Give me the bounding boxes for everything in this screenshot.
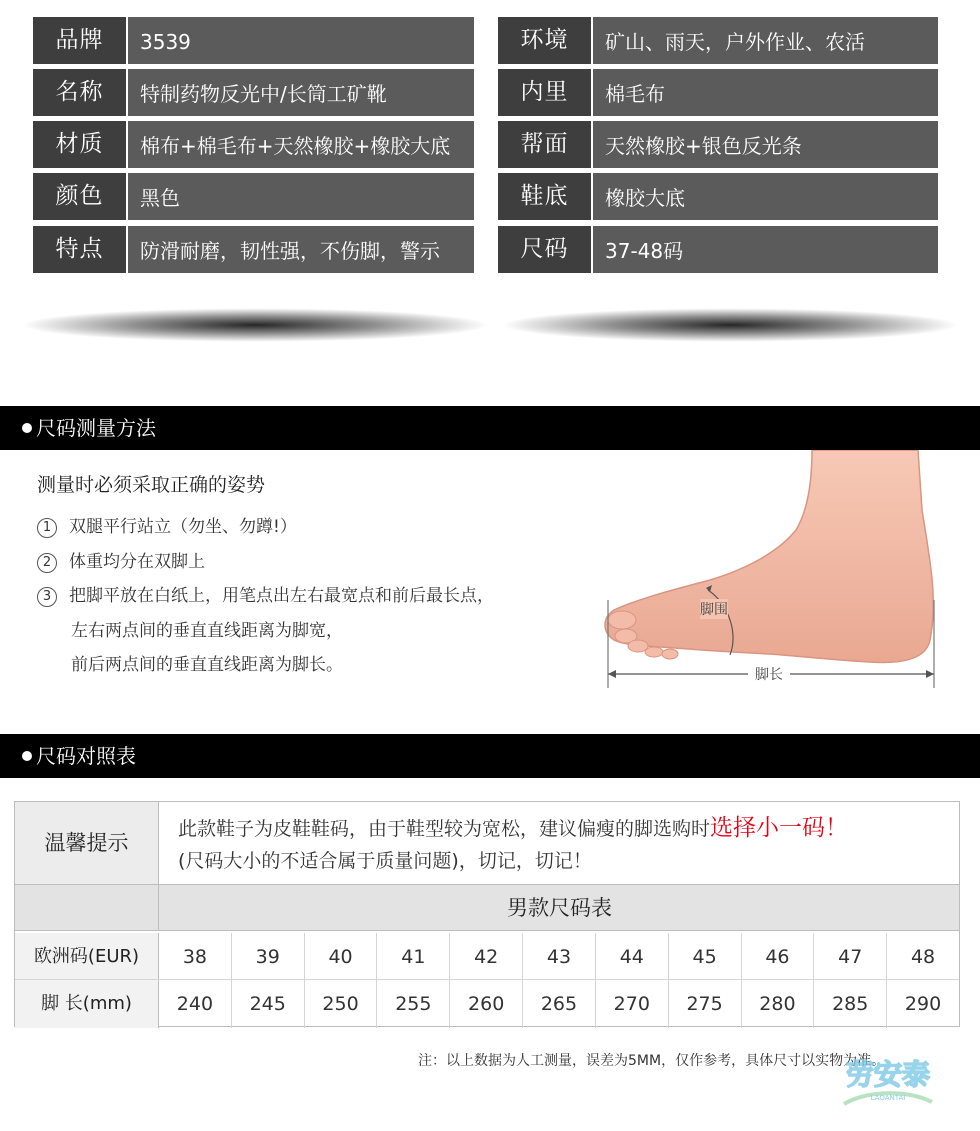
- bullet-icon: [22, 751, 32, 761]
- spec-key: 名称: [33, 69, 126, 116]
- spec-value: 37-48码: [593, 226, 938, 273]
- table-header: [15, 884, 959, 931]
- spec-row-feature: [33, 226, 474, 273]
- tip-line: (尺码大小的不适合属于质量问题)，切记，切记！: [178, 850, 592, 872]
- step-number-icon: 3: [37, 587, 57, 607]
- section-bar-size-chart: [0, 734, 980, 778]
- step-number-icon: 1: [37, 518, 57, 538]
- table-cell: 48: [910, 946, 936, 968]
- foot-illustration: [600, 450, 945, 700]
- table-cell: 45: [669, 933, 742, 981]
- measure-title: 测量时必须采取正确的姿势: [37, 474, 266, 496]
- table-cell: 280: [742, 980, 815, 1028]
- section-title: 尺码测量方法: [36, 416, 156, 440]
- table-cell: 260: [450, 980, 523, 1028]
- tip-line: 此款鞋子为皮鞋鞋码，由于鞋型较为宽松，建议偏瘦的脚选购时: [178, 818, 711, 840]
- decorative-shadow-right: [500, 308, 960, 342]
- spec-key: 帮面: [498, 121, 591, 168]
- spec-value: 天然橡胶+银色反光条: [593, 121, 938, 168]
- tip-text: [178, 812, 848, 877]
- step-text: 把脚平放在白纸上，用笔点出左右最宽点和前后最长点，: [69, 586, 494, 606]
- measure-step: [37, 547, 205, 573]
- table-title: 男款尺码表: [507, 896, 612, 920]
- step-text: 双腿平行站立（勿坐、勿蹲!）: [69, 517, 297, 537]
- svg-text:LAOANTAI: LAOANTAI: [870, 1094, 906, 1102]
- table-row-eur: [15, 933, 959, 981]
- measure-line: 左右两点间的垂直直线距离为脚宽，: [71, 621, 343, 641]
- measure-line: 前后两点间的垂直直线距离为脚长。: [71, 655, 343, 675]
- table-cell: 265: [523, 980, 596, 1028]
- size-table: [14, 801, 960, 1027]
- table-cell: 290: [904, 993, 942, 1015]
- table-cell: 42: [450, 933, 523, 981]
- spec-row-name: [33, 69, 474, 116]
- table-cell: 44: [596, 933, 669, 981]
- spec-row-upper: [498, 121, 938, 168]
- disclaimer-note: 注：以上数据为人工测量，误差为5MM，仅作参考，具体尺寸以实物为准。: [418, 1053, 886, 1069]
- table-row-length: [15, 979, 959, 1027]
- spec-key: 内里: [498, 69, 591, 116]
- table-cell: 39: [232, 933, 305, 981]
- table-cell: 245: [232, 980, 305, 1028]
- row-label: 欧洲码(EUR): [15, 933, 159, 981]
- foot-length-label: 脚长: [755, 667, 783, 683]
- table-cell: 250: [305, 980, 378, 1028]
- table-cell: 40: [305, 933, 378, 981]
- table-cell: 275: [669, 980, 742, 1028]
- tip-highlight: 选择小一码！: [710, 815, 849, 841]
- tip-label: 温馨提示: [15, 802, 159, 884]
- spec-key: 环境: [498, 17, 591, 64]
- spec-key: 特点: [33, 226, 126, 273]
- measure-step: [37, 512, 297, 538]
- spec-key: 材质: [33, 121, 126, 168]
- table-cell: 38: [159, 933, 232, 981]
- spec-value: 矿山、雨天，户外作业、农活: [593, 17, 938, 64]
- spec-value: 橡胶大底: [593, 173, 938, 220]
- spec-key: 颜色: [33, 173, 126, 220]
- spec-value: 黑色: [128, 173, 474, 220]
- table-cell: 43: [523, 933, 596, 981]
- spec-row-material: [33, 121, 474, 168]
- spec-value: 3539: [128, 17, 474, 64]
- foot-girth-label: 脚围: [700, 599, 728, 619]
- table-cell: 41: [377, 933, 450, 981]
- spec-row-lining: [498, 69, 938, 116]
- section-bar-measure: [0, 406, 980, 450]
- table-cell: 46: [742, 933, 815, 981]
- table-cell: 47: [814, 933, 887, 981]
- spec-key: 尺码: [498, 226, 591, 273]
- spec-row-color: [33, 173, 474, 220]
- table-cell: 270: [596, 980, 669, 1028]
- spec-row-environment: [498, 17, 938, 64]
- spec-key: 鞋底: [498, 173, 591, 220]
- table-cell: 255: [377, 980, 450, 1028]
- table-cell: 285: [814, 980, 887, 1028]
- spec-value: 防滑耐磨，韧性强，不伤脚，警示: [128, 226, 474, 273]
- row-label: 脚 长(mm): [15, 980, 159, 1028]
- spec-key: 品牌: [33, 17, 126, 64]
- step-number-icon: 2: [37, 553, 57, 573]
- step-text: 体重均分在双脚上: [69, 552, 205, 572]
- spec-value: 棉布+棉毛布+天然橡胶+橡胶大底: [128, 121, 474, 168]
- spec-value: 棉毛布: [593, 69, 938, 116]
- spec-value: 特制药物反光中/长筒工矿靴: [128, 69, 474, 116]
- spec-row-brand: [33, 17, 474, 64]
- bullet-icon: [22, 423, 32, 433]
- spec-row-sole: [498, 173, 938, 220]
- watermark-logo: [838, 1040, 938, 1120]
- section-title: 尺码对照表: [36, 744, 136, 768]
- spec-row-size: [498, 226, 938, 273]
- measure-step: [37, 581, 494, 607]
- decorative-shadow-left: [20, 308, 490, 342]
- table-cell: 240: [159, 980, 232, 1028]
- svg-text:劳安泰: 劳安泰: [845, 1058, 931, 1091]
